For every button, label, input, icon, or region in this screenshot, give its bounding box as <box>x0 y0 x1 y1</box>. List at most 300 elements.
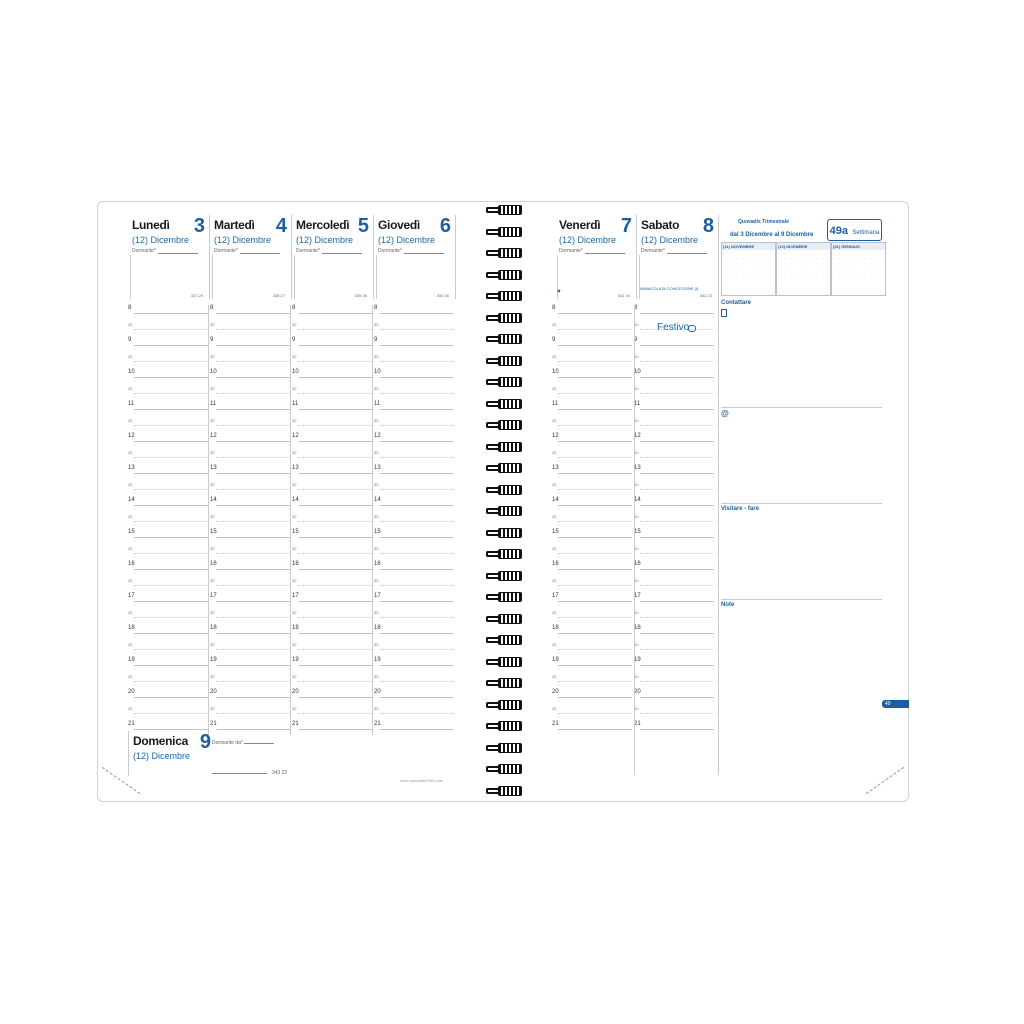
hour-line[interactable] <box>380 505 454 506</box>
half-hour-line[interactable] <box>380 585 454 586</box>
ring-hook <box>486 336 498 342</box>
half-hour-line[interactable] <box>216 329 290 330</box>
divider-2 <box>721 503 882 504</box>
half-hour-line[interactable] <box>298 329 372 330</box>
hour-label: 19 <box>552 657 559 663</box>
half-hour-line[interactable] <box>216 681 290 682</box>
ring-coil <box>498 635 522 645</box>
hour-line[interactable] <box>558 345 632 346</box>
half-hour-line[interactable] <box>380 457 454 458</box>
hour-line[interactable] <box>216 633 290 634</box>
hour-line[interactable] <box>216 409 290 410</box>
hour-line[interactable] <box>380 313 454 314</box>
half-hour-line[interactable] <box>558 457 632 458</box>
ring-coil <box>498 549 522 559</box>
hour-line[interactable] <box>380 473 454 474</box>
hour-label: 21 <box>634 721 641 727</box>
column-divider <box>718 215 719 775</box>
hour-line[interactable] <box>558 409 632 410</box>
half-hour-line[interactable] <box>134 425 208 426</box>
ring-coil <box>498 377 522 387</box>
hour-line[interactable] <box>216 377 290 378</box>
half-hour-label: 30 <box>374 450 379 455</box>
sunday-dormant-label: Dormante da* <box>212 740 245 746</box>
hour-line[interactable] <box>298 409 372 410</box>
hour-line[interactable] <box>134 665 208 666</box>
half-hour-label: 30 <box>552 546 557 551</box>
day-name: Giovedì <box>378 218 420 232</box>
hour-label: 15 <box>374 529 381 535</box>
ring-coil <box>498 743 522 753</box>
hour-line[interactable] <box>640 601 714 602</box>
dormant-text: Dormante* <box>132 248 156 254</box>
ring-coil <box>498 205 522 215</box>
day-month: (12) Dicembre <box>378 235 436 245</box>
dormant-text: Dormante* <box>214 248 238 254</box>
hour-line[interactable] <box>216 473 290 474</box>
hour-line[interactable] <box>298 665 372 666</box>
half-hour-label: 30 <box>634 386 639 391</box>
sunday-foot: 343 22 <box>272 770 288 776</box>
half-hour-line[interactable] <box>134 713 208 714</box>
hour-label: 15 <box>552 529 559 535</box>
hour-line[interactable] <box>558 697 632 698</box>
half-hour-line[interactable] <box>558 393 632 394</box>
hour-line[interactable] <box>298 313 372 314</box>
half-hour-line[interactable] <box>558 617 632 618</box>
hour-line[interactable] <box>216 505 290 506</box>
hour-label: 17 <box>552 593 559 599</box>
hour-label: 13 <box>292 465 299 471</box>
day-number: 6 <box>439 215 451 237</box>
spiral-ring <box>486 785 526 798</box>
hour-label: 20 <box>552 689 559 695</box>
hour-line[interactable] <box>640 345 714 346</box>
hour-line[interactable] <box>216 697 290 698</box>
hour-line[interactable] <box>558 601 632 602</box>
mini-calendar <box>776 242 831 296</box>
spiral-ring <box>486 247 526 260</box>
half-hour-label: 30 <box>552 642 557 647</box>
column-divider <box>290 305 291 735</box>
half-hour-line[interactable] <box>380 361 454 362</box>
half-hour-label: 30 <box>634 674 639 679</box>
half-hour-label: 30 <box>210 642 215 647</box>
hour-line[interactable] <box>134 569 208 570</box>
day-name: Martedì <box>214 218 255 232</box>
half-hour-line[interactable] <box>380 521 454 522</box>
half-hour-label: 30 <box>552 674 557 679</box>
hour-label: 9 <box>210 337 214 343</box>
day-footer: 340 25 <box>436 293 449 298</box>
ring-hook <box>486 680 498 686</box>
hour-line[interactable] <box>298 537 372 538</box>
hour-label: 18 <box>634 625 641 631</box>
half-hour-label: 30 <box>210 674 215 679</box>
mini-calendar-grid: · · · · · · · · · · · · · · · · · · · · · · · · · · · · · · · · · · · · · · · · · · · · · · · · <box>778 251 824 280</box>
week-range: dal 3 Dicembre al 9 Dicembre <box>730 232 814 238</box>
hour-line[interactable] <box>640 665 714 666</box>
hour-line[interactable] <box>558 633 632 634</box>
half-hour-line[interactable] <box>298 393 372 394</box>
half-hour-line[interactable] <box>216 553 290 554</box>
half-hour-label: 30 <box>210 482 215 487</box>
half-hour-line[interactable] <box>298 361 372 362</box>
hour-label: 9 <box>128 337 132 343</box>
spiral-ring <box>486 226 526 239</box>
half-hour-line[interactable] <box>640 521 714 522</box>
half-hour-line[interactable] <box>134 393 208 394</box>
half-hour-line[interactable] <box>216 457 290 458</box>
sunday-name: Domenica <box>133 734 188 748</box>
hour-label: 15 <box>210 529 217 535</box>
hour-line[interactable] <box>216 729 290 730</box>
hour-label: 16 <box>634 561 641 567</box>
hour-label: 18 <box>210 625 217 631</box>
brand-label: Quovadis Trimestrale <box>738 219 789 225</box>
spiral-ring <box>486 677 526 690</box>
half-hour-line[interactable] <box>134 361 208 362</box>
half-hour-label: 30 <box>374 578 379 583</box>
half-hour-label: 30 <box>634 610 639 615</box>
hour-line[interactable] <box>640 505 714 506</box>
spiral-ring <box>486 441 526 454</box>
half-hour-line[interactable] <box>134 681 208 682</box>
hour-label: 18 <box>128 625 135 631</box>
hour-line[interactable] <box>640 697 714 698</box>
hour-line[interactable] <box>380 665 454 666</box>
hour-label: 16 <box>128 561 135 567</box>
half-hour-line[interactable] <box>380 617 454 618</box>
hour-line[interactable] <box>640 473 714 474</box>
hour-line[interactable] <box>558 377 632 378</box>
half-hour-label: 30 <box>374 514 379 519</box>
half-hour-line[interactable] <box>380 553 454 554</box>
hour-line[interactable] <box>640 409 714 410</box>
day-number: 5 <box>357 215 369 237</box>
ring-coil <box>498 248 522 258</box>
hour-label: 14 <box>552 497 559 503</box>
left_days-day-header <box>210 215 292 299</box>
hour-label: 17 <box>374 593 381 599</box>
half-hour-label: 30 <box>128 514 133 519</box>
hour-line[interactable] <box>134 345 208 346</box>
left_days-day-header <box>374 215 456 299</box>
hour-line[interactable] <box>558 665 632 666</box>
day-month: (12) Dicembre <box>214 235 272 245</box>
hour-line[interactable] <box>380 569 454 570</box>
half-hour-line[interactable] <box>558 521 632 522</box>
spiral-ring <box>486 204 526 217</box>
day-month: (12) Dicembre <box>296 235 354 245</box>
half-hour-line[interactable] <box>640 649 714 650</box>
contatti-icon <box>721 309 727 317</box>
half-hour-line[interactable] <box>380 393 454 394</box>
half-hour-line[interactable] <box>216 361 290 362</box>
hour-line[interactable] <box>380 697 454 698</box>
hour-line[interactable] <box>134 505 208 506</box>
day-footer: 341 24 <box>617 293 630 298</box>
hour-line[interactable] <box>298 633 372 634</box>
hour-line[interactable] <box>298 601 372 602</box>
half-hour-line[interactable] <box>298 585 372 586</box>
hour-label: 17 <box>634 593 641 599</box>
half-hour-line[interactable] <box>298 713 372 714</box>
hour-line[interactable] <box>558 505 632 506</box>
half-hour-label: 30 <box>374 386 379 391</box>
hour-line[interactable] <box>298 569 372 570</box>
hour-line[interactable] <box>640 377 714 378</box>
half-hour-label: 30 <box>292 674 297 679</box>
hour-label: 20 <box>292 689 299 695</box>
half-hour-line[interactable] <box>640 617 714 618</box>
half-hour-line[interactable] <box>640 553 714 554</box>
ring-hook <box>486 272 498 278</box>
hour-line[interactable] <box>134 601 208 602</box>
hour-line[interactable] <box>298 505 372 506</box>
hour-label: 11 <box>634 401 641 407</box>
ring-hook <box>486 723 498 729</box>
hour-line[interactable] <box>558 729 632 730</box>
hour-line[interactable] <box>134 473 208 474</box>
half-hour-line[interactable] <box>298 617 372 618</box>
hour-line[interactable] <box>640 729 714 730</box>
half-hour-line[interactable] <box>134 329 208 330</box>
half-hour-line[interactable] <box>640 489 714 490</box>
half-hour-line[interactable] <box>216 713 290 714</box>
ring-coil <box>498 764 522 774</box>
hour-label: 20 <box>210 689 217 695</box>
hour-line[interactable] <box>640 633 714 634</box>
half-hour-line[interactable] <box>216 649 290 650</box>
half-hour-label: 30 <box>634 706 639 711</box>
half-hour-line[interactable] <box>640 457 714 458</box>
hour-label: 10 <box>374 369 381 375</box>
hour-line[interactable] <box>558 313 632 314</box>
half-hour-line[interactable] <box>558 329 632 330</box>
hour-line[interactable] <box>134 537 208 538</box>
half-hour-line[interactable] <box>134 521 208 522</box>
mini-calendar-title: (11) NOVEMBRE <box>722 243 775 250</box>
hour-line[interactable] <box>380 729 454 730</box>
hour-line[interactable] <box>558 441 632 442</box>
half-hour-line[interactable] <box>298 457 372 458</box>
hour-line[interactable] <box>640 313 714 314</box>
spiral-ring <box>486 376 526 389</box>
hour-line[interactable] <box>134 377 208 378</box>
half-hour-line[interactable] <box>216 521 290 522</box>
half-hour-line[interactable] <box>134 649 208 650</box>
hour-line[interactable] <box>298 377 372 378</box>
hour-line[interactable] <box>640 441 714 442</box>
half-hour-label: 30 <box>634 354 639 359</box>
half-hour-line[interactable] <box>380 425 454 426</box>
half-hour-line[interactable] <box>380 649 454 650</box>
hour-label: 17 <box>128 593 135 599</box>
hour-line[interactable] <box>380 441 454 442</box>
hour-line[interactable] <box>380 601 454 602</box>
hour-line[interactable] <box>298 697 372 698</box>
hour-line[interactable] <box>134 633 208 634</box>
half-hour-line[interactable] <box>134 585 208 586</box>
spiral-ring <box>486 763 526 776</box>
column-divider <box>208 305 209 735</box>
hour-line[interactable] <box>380 537 454 538</box>
half-hour-line[interactable] <box>558 585 632 586</box>
half-hour-line[interactable] <box>380 489 454 490</box>
sunday-month: (12) Dicembre <box>133 751 191 761</box>
hour-line[interactable] <box>298 729 372 730</box>
half-hour-line[interactable] <box>298 649 372 650</box>
half-hour-line[interactable] <box>216 489 290 490</box>
ring-hook <box>486 293 498 299</box>
hour-line[interactable] <box>216 345 290 346</box>
hour-line[interactable] <box>298 473 372 474</box>
ring-coil <box>498 485 522 495</box>
hour-label: 19 <box>374 657 381 663</box>
hour-line[interactable] <box>558 537 632 538</box>
ring-hook <box>486 229 498 235</box>
hour-line[interactable] <box>298 441 372 442</box>
half-hour-line[interactable] <box>640 681 714 682</box>
half-hour-label: 30 <box>292 450 297 455</box>
hour-label: 18 <box>374 625 381 631</box>
half-hour-line[interactable] <box>558 553 632 554</box>
hour-line[interactable] <box>216 537 290 538</box>
hour-label: 19 <box>128 657 135 663</box>
hour-line[interactable] <box>134 409 208 410</box>
hour-line[interactable] <box>298 345 372 346</box>
spiral-ring <box>486 720 526 733</box>
day-footer: 342 23 <box>699 293 712 298</box>
hour-line[interactable] <box>380 377 454 378</box>
hour-line[interactable] <box>640 537 714 538</box>
sunday-line <box>212 773 267 774</box>
half-hour-label: 30 <box>128 482 133 487</box>
hour-label: 11 <box>374 401 381 407</box>
day-number: 7 <box>620 215 632 237</box>
mini-calendar-title: (12) DICEMBRE <box>777 243 830 250</box>
week-number: 49a <box>829 225 848 237</box>
hour-line[interactable] <box>558 569 632 570</box>
half-hour-line[interactable] <box>558 361 632 362</box>
divider-1 <box>721 407 882 408</box>
hour-line[interactable] <box>134 441 208 442</box>
ring-hook <box>486 702 498 708</box>
hour-line[interactable] <box>216 569 290 570</box>
half-hour-line[interactable] <box>216 393 290 394</box>
hour-label: 11 <box>128 401 135 407</box>
hour-line[interactable] <box>380 633 454 634</box>
hour-line[interactable] <box>134 729 208 730</box>
hour-label: 13 <box>210 465 217 471</box>
ring-hook <box>486 637 498 643</box>
half-hour-line[interactable] <box>558 425 632 426</box>
half-hour-line[interactable] <box>558 489 632 490</box>
hour-line[interactable] <box>380 409 454 410</box>
half-hour-line[interactable] <box>216 425 290 426</box>
hour-line[interactable] <box>134 697 208 698</box>
hour-label: 17 <box>210 593 217 599</box>
ring-coil <box>498 313 522 323</box>
hour-line[interactable] <box>216 665 290 666</box>
half-hour-line[interactable] <box>558 713 632 714</box>
half-hour-line[interactable] <box>558 649 632 650</box>
half-hour-line[interactable] <box>134 457 208 458</box>
ring-hook <box>486 207 498 213</box>
half-hour-line[interactable] <box>298 681 372 682</box>
festivo-label: Festivo <box>657 322 690 333</box>
half-hour-line[interactable] <box>216 617 290 618</box>
half-hour-line[interactable] <box>380 681 454 682</box>
ring-hook <box>486 573 498 579</box>
hour-label: 14 <box>374 497 381 503</box>
half-hour-label: 30 <box>128 354 133 359</box>
hour-line[interactable] <box>216 313 290 314</box>
dormant-text: Dormante* <box>296 248 320 254</box>
hour-line[interactable] <box>380 345 454 346</box>
email-icon: @ <box>721 409 729 418</box>
half-hour-label: 30 <box>292 514 297 519</box>
half-hour-label: 30 <box>292 642 297 647</box>
half-hour-line[interactable] <box>298 425 372 426</box>
half-hour-label: 30 <box>210 546 215 551</box>
hour-label: 16 <box>292 561 299 567</box>
spiral-ring <box>486 548 526 561</box>
half-hour-label: 30 <box>374 610 379 615</box>
half-hour-line[interactable] <box>134 489 208 490</box>
half-hour-label: 30 <box>552 386 557 391</box>
half-hour-line[interactable] <box>640 393 714 394</box>
hour-line[interactable] <box>558 473 632 474</box>
spiral-ring <box>486 290 526 303</box>
half-hour-line[interactable] <box>640 585 714 586</box>
half-hour-line[interactable] <box>640 425 714 426</box>
hour-label: 9 <box>374 337 378 343</box>
half-hour-line[interactable] <box>558 681 632 682</box>
hour-label: 14 <box>292 497 299 503</box>
right_days-day-header <box>555 215 637 299</box>
day-month: (12) Dicembre <box>132 235 190 245</box>
hour-line[interactable] <box>216 601 290 602</box>
hour-line[interactable] <box>134 313 208 314</box>
half-hour-line[interactable] <box>380 713 454 714</box>
dormant-label <box>559 248 625 254</box>
half-hour-line[interactable] <box>298 553 372 554</box>
half-hour-line[interactable] <box>134 617 208 618</box>
half-hour-label: 30 <box>634 418 639 423</box>
hour-label: 20 <box>374 689 381 695</box>
half-hour-label: 30 <box>374 322 379 327</box>
half-hour-label: 30 <box>292 578 297 583</box>
half-hour-line[interactable] <box>298 489 372 490</box>
half-hour-line[interactable] <box>134 553 208 554</box>
half-hour-line[interactable] <box>298 521 372 522</box>
half-hour-line[interactable] <box>640 361 714 362</box>
hour-label: 16 <box>210 561 217 567</box>
hour-label: 9 <box>634 337 638 343</box>
page-tab <box>882 700 909 708</box>
ring-hook <box>486 594 498 600</box>
left_days-day-header <box>128 215 210 299</box>
half-hour-line[interactable] <box>216 585 290 586</box>
hour-line[interactable] <box>216 441 290 442</box>
half-hour-line[interactable] <box>640 713 714 714</box>
mini-calendar-grid: · · · · · · · · · · · · · · · · · · · · · · · · · · · · · · · · · · · · · · · · · · · · · · · · <box>833 251 879 280</box>
hour-line[interactable] <box>640 569 714 570</box>
ring-hook <box>486 444 498 450</box>
half-hour-line[interactable] <box>380 329 454 330</box>
